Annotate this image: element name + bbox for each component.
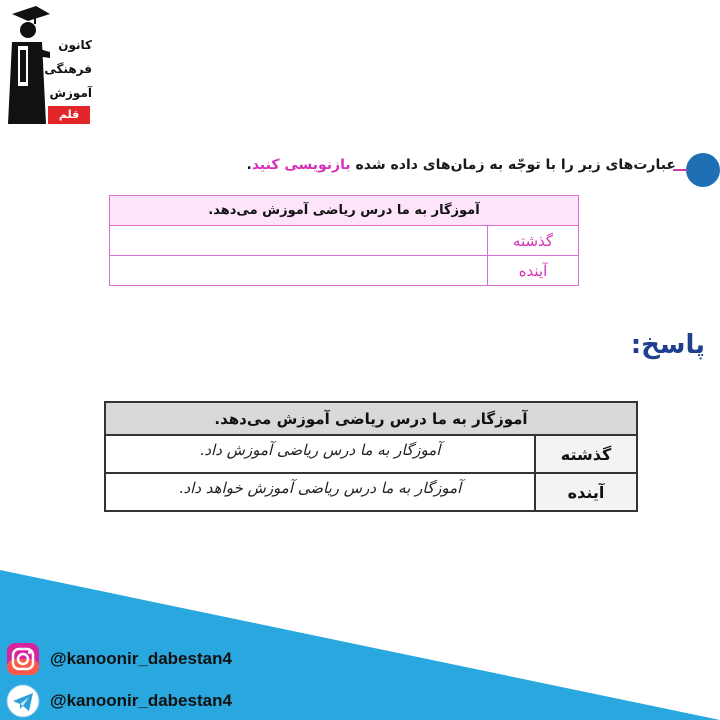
answer-title: پاسخ: bbox=[630, 330, 705, 360]
table-row bbox=[105, 473, 637, 511]
table-row bbox=[110, 256, 579, 286]
question-label-future: آینده bbox=[488, 256, 579, 286]
kanoon-logo bbox=[6, 6, 92, 139]
telegram-icon bbox=[6, 684, 40, 718]
instagram-handle: @kanoonir_dabestan4 bbox=[50, 649, 232, 668]
instruction-main: عبارت‌های زیر را با توجّه به زمان‌های داده شده bbox=[350, 157, 676, 173]
answer-label-future: آینده bbox=[535, 473, 637, 511]
table-row bbox=[110, 226, 579, 256]
instruction-highlight: بازنویسی کنید bbox=[251, 157, 351, 173]
answer-label-past: گذشته bbox=[535, 435, 637, 473]
table-row bbox=[105, 435, 637, 473]
question-answer-cell-future bbox=[110, 256, 488, 286]
instagram-link[interactable] bbox=[6, 642, 306, 676]
answer-table-header: آموزگار به ما درس ریاضی آموزش می‌دهد. bbox=[105, 402, 637, 435]
telegram-link[interactable] bbox=[6, 684, 306, 718]
bullet-circle-icon bbox=[686, 153, 720, 187]
answer-table bbox=[104, 401, 638, 512]
answer-value-past: آموزگار به ما درس ریاضی آموزش داد. bbox=[105, 435, 535, 473]
question-table-header: آموزگار به ما درس ریاضی آموزش می‌دهد. bbox=[110, 196, 579, 226]
question-label-past: گذشته bbox=[488, 226, 579, 256]
instruction-text bbox=[200, 157, 676, 173]
telegram-handle: @kanoonir_dabestan4 bbox=[50, 691, 232, 710]
instagram-icon bbox=[6, 642, 40, 676]
question-answer-cell-past bbox=[110, 226, 488, 256]
logo-badge: قلم چی bbox=[48, 106, 90, 124]
question-table bbox=[109, 195, 579, 286]
instruction-end: . bbox=[246, 157, 252, 173]
logo-line3: آموزش bbox=[49, 86, 92, 100]
logo-line2: فرهنگی bbox=[44, 62, 92, 76]
logo-line1: کانون bbox=[58, 38, 92, 52]
answer-value-future: آموزگار به ما درس ریاضی آموزش خواهد داد. bbox=[105, 473, 535, 511]
